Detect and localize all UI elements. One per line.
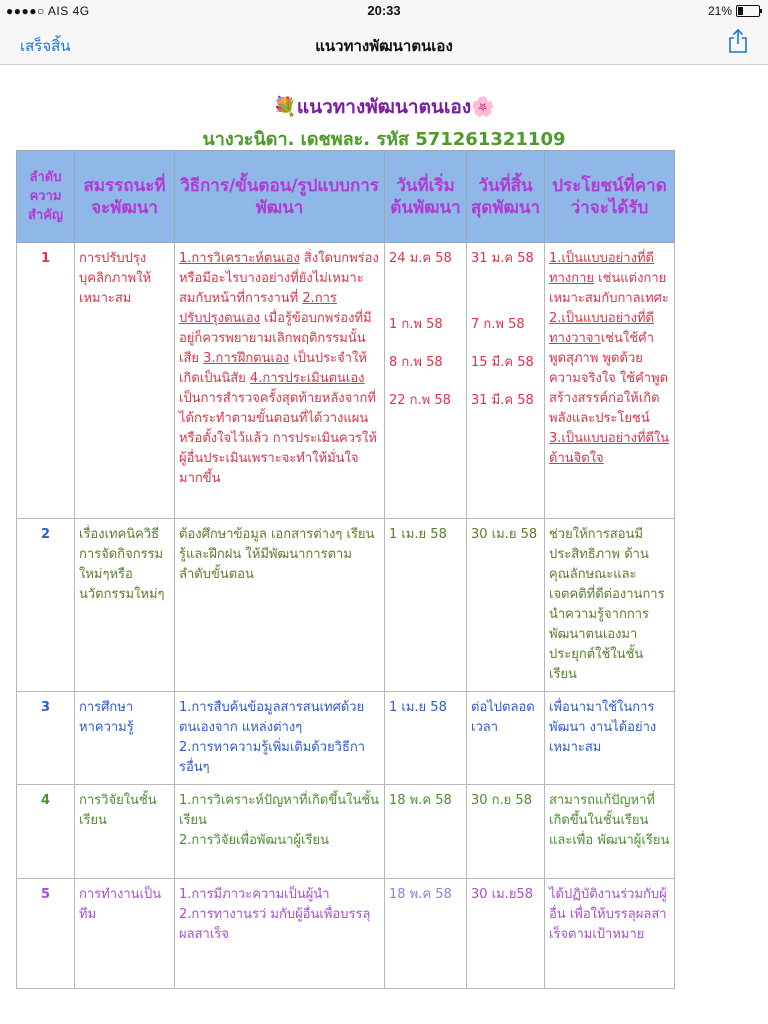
done-button[interactable]: เสร็จสิ้น — [20, 38, 71, 55]
flower-icon: 🌸 — [471, 96, 495, 118]
row-end-date: 30 เม.ย58 — [467, 879, 545, 989]
navigation-bar — [0, 22, 768, 65]
end-date: 15 มี.ค 58 — [471, 355, 534, 370]
row-method — [175, 243, 385, 519]
row-order: 5 — [17, 879, 75, 989]
method-link: 4.การประเมินตนเอง — [249, 371, 365, 386]
row-competency: เรื่องเทคนิควิธีการจัดกิจกรรมใหม่ๆหรือนวัตกรรมใหม่ๆ — [75, 519, 175, 692]
share-icon[interactable] — [728, 28, 748, 54]
method-step: 1.การมีภาวะความเป็นผู้นำ — [179, 887, 330, 902]
method-step: 2.การวิจัยเพื่อพัฒนาผู้เรียน — [179, 833, 329, 848]
row-method: ต้องศึกษาข้อมูล เอกสารต่างๆ เรียนรู้และฝึกฝน ให้มีพัฒนาการตามลำดับขั้นตอน — [175, 519, 385, 692]
header-start-date: วันที่เริ่มต้นพัฒนา — [385, 151, 467, 243]
start-date: 1 ก.พ 58 — [389, 317, 443, 332]
status-bar — [0, 0, 768, 22]
benefit-link: 2.เป็นแบบอย่างที่ดีทางวาจา — [549, 311, 654, 346]
row-start-dates — [385, 243, 467, 519]
nav-title: แนวทางพัฒนาตนเอง — [315, 38, 453, 55]
start-date: 24 ม.ค 58 — [389, 251, 452, 266]
table-row — [17, 785, 675, 879]
row-method — [175, 785, 385, 879]
row-method — [175, 692, 385, 785]
row-order: 1 — [17, 243, 75, 519]
row-order: 2 — [17, 519, 75, 692]
header-competency: สมรรถนะที่จะพัฒนา — [75, 151, 175, 243]
battery-percent: 21% — [707, 4, 732, 18]
row-start-date: 1 เม.ย 58 — [385, 519, 467, 692]
benefit-link: 3.เป็นแบบอย่างที่ดีในด้านจิตใจ — [549, 431, 670, 466]
row-end-date: 30 ก.ย 58 — [467, 785, 545, 879]
document-title-text: แนวทางพัฒนาตนเอง — [296, 96, 472, 118]
method-text: เป็นประจำให้เกิดเป็นนิสัย — [179, 351, 367, 386]
development-plan-table — [16, 150, 675, 989]
method-step: 1.การสืบค้นข้อมูลสารสนเทศด้วยตนเองจาก แหล่งต่างๆ — [179, 700, 365, 735]
method-text: เมื่อรู้ข้อบกพร่องที่มีอยู่ก็ควรพยายามเลิกพฤติกรรมนั้นเสีย — [179, 311, 372, 366]
row-order: 4 — [17, 785, 75, 879]
row-benefit: ได้ปฏิบัติงานร่วมกับผู้อื่น เพื่อให้บรรลุผลสาเร็จตามเป้าหมาย — [545, 879, 675, 989]
end-date: 31 ม.ค 58 — [471, 251, 534, 266]
table-row — [17, 519, 675, 692]
status-right — [708, 4, 760, 18]
document-subtitle: นางวะนิดา. เดชพละ. รหัส 571261321109 — [202, 129, 566, 150]
row-start-date: 18 พ.ค 58 — [385, 879, 467, 989]
start-date: 8 ก.พ 58 — [389, 355, 443, 370]
signal-icon: ●●●●○ — [6, 4, 45, 18]
status-time: 20:33 — [367, 3, 401, 18]
header-method: วิธีการ/ขั้นตอน/รูปแบบการพัฒนา — [175, 151, 385, 243]
benefit-link: 1.เป็นแบบอย่างที่ดีทางกาย — [549, 251, 654, 286]
method-link: 1.การวิเคราะห์ตนเอง — [179, 251, 300, 266]
row-competency: การศึกษาหาความรู้ — [75, 692, 175, 785]
battery-icon — [736, 5, 760, 17]
row-end-dates — [467, 243, 545, 519]
method-link: 2.การปรับปรุงตนเอง — [179, 291, 337, 326]
benefit-text: เช่นแต่งกายเหมาะสมกับกาลเทศะ — [549, 271, 669, 306]
row-benefit: สามารถแก้ปัญหาที่เกิดขึ้นในชั้นเรียนและเพื่อ พัฒนาผู้เรียน — [545, 785, 675, 879]
row-competency: การวิจัยในชั้นเรียน — [75, 785, 175, 879]
method-step: 2.การทางานรว่ มกับผู้อื่นเพื่อบรรลุ — [179, 907, 371, 922]
flower-icon: 💐 — [273, 96, 297, 118]
benefit-text: เช่นใช้คำพูดสุภาพ พูดด้วยความจริงใจ ใช้คำพูดสร้างสรรค์ก่อให้เกิดพลังและประโยชน์ — [549, 331, 669, 426]
row-competency: การปรับปรุงบุคลิกภาพให้เหมาะสม — [75, 243, 175, 519]
start-date: 22 ก.พ 58 — [389, 393, 451, 408]
table-row — [17, 692, 675, 785]
document-title — [0, 92, 768, 122]
end-date: 7 ก.พ 58 — [471, 317, 525, 332]
end-date: 31 มี.ค 58 — [471, 393, 534, 408]
method-step: ผลสาเร็จ — [179, 927, 229, 942]
network-label: 4G — [72, 4, 90, 18]
header-benefit: ประโยชน์ที่คาดว่าจะได้รับ — [545, 151, 675, 243]
row-start-date: 1 เม.ย 58 — [385, 692, 467, 785]
row-end-date: ต่อไปตลอดเวลา — [467, 692, 545, 785]
method-link: 3.การฝึกตนเอง — [203, 351, 290, 366]
row-benefit: เพื่อนามาใช้ในการพัฒนา งานได้อย่างเหมาะสม — [545, 692, 675, 785]
row-method — [175, 879, 385, 989]
header-end-date: วันที่สิ้นสุดพัฒนา — [467, 151, 545, 243]
table-row — [17, 879, 675, 989]
method-text: เป็นการสำรวจครั้งสุดท้ายหลังจากที่ได้กระทำตามขั้นตอนที่ได้วางแผนหรือตั้งใจไว้แล้ว การประเมินควรให้ผู้อื่นประเมินเพราะจะทำให้มั่นใจมากขึ้น — [179, 391, 377, 486]
method-step: 2.การหาความรู้เพิ่มเติมด้วยวิธีการอื่นๆ — [179, 740, 366, 775]
table-header-row — [17, 151, 675, 243]
table-row — [17, 243, 675, 519]
carrier-label: AIS — [47, 4, 69, 18]
row-benefit — [545, 243, 675, 519]
method-step: 1.การวิเคราะห์ปัญหาที่เกิดขึ้นในชั้นเรียน — [179, 793, 380, 828]
method-text: สิ่งใดบกพร่องหรือมีอะไรบางอย่างที่ยังไม่เหมาะสมกับหน้าที่การงานที่ — [179, 251, 379, 306]
row-competency: การทำงานเป็นทีม — [75, 879, 175, 989]
row-end-date: 30 เม.ย 58 — [467, 519, 545, 692]
row-start-date: 18 พ.ค 58 — [385, 785, 467, 879]
row-order: 3 — [17, 692, 75, 785]
header-order: ลำดับความสำคัญ — [17, 151, 75, 243]
row-benefit: ช่วยให้การสอนมีประสิทธิภาพ ด้านคุณลักษณะและเจตคติที่ดีต่องานการนำความรู้จากการพัฒนาตนเองมาประยุกต์ใช้ในชั้นเรียน — [545, 519, 675, 692]
